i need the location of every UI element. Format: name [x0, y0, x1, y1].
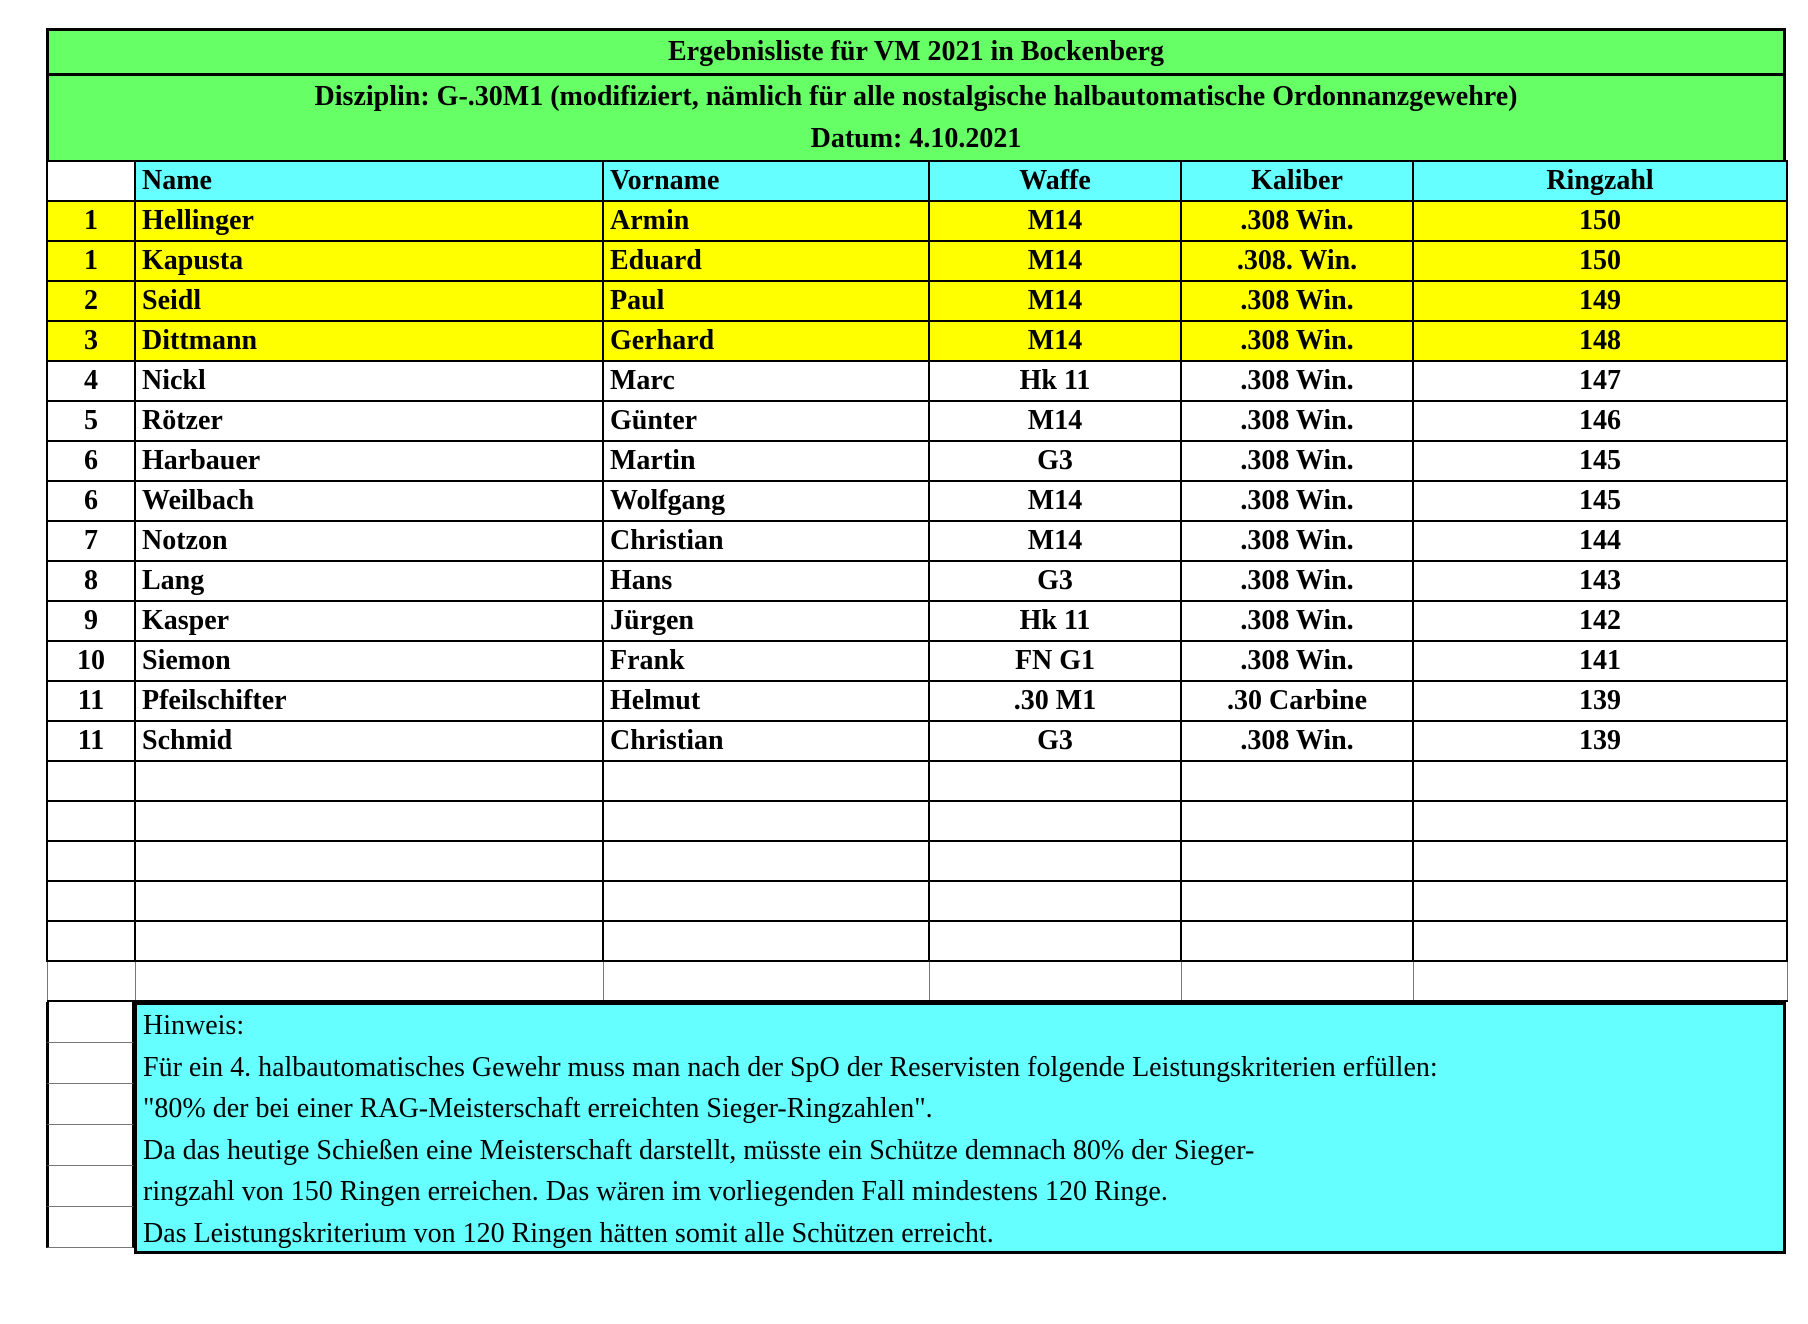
cell-name: Seidl — [135, 281, 603, 321]
empty-cell — [603, 841, 929, 881]
header-vorname: Vorname — [603, 161, 929, 201]
cell-kaliber: .308 Win. — [1181, 201, 1413, 241]
cell-ringzahl: 150 — [1413, 241, 1787, 281]
table-row — [47, 481, 1787, 521]
cell-ringzahl: 149 — [1413, 281, 1787, 321]
cell-kaliber: .308 Win. — [1181, 601, 1413, 641]
note-side-cells — [46, 1002, 134, 1254]
cell-kaliber: .308 Win. — [1181, 281, 1413, 321]
empty-cell — [1413, 881, 1787, 921]
empty-cell — [1413, 761, 1787, 801]
cell-name: Weilbach — [135, 481, 603, 521]
cell-name: Nickl — [135, 361, 603, 401]
cell-ringzahl: 139 — [1413, 681, 1787, 721]
note-line: "80% der bei einer RAG-Meisterschaft erreichten Sieger-Ringzahlen". — [143, 1093, 933, 1124]
cell-rank: 5 — [47, 401, 135, 441]
empty-cell — [47, 921, 135, 961]
cell-vorname: Gerhard — [603, 321, 929, 361]
table-row — [47, 641, 1787, 681]
empty-cell — [603, 921, 929, 961]
cell-ringzahl: 150 — [1413, 201, 1787, 241]
cell-waffe: .30 M1 — [929, 681, 1181, 721]
table-header-row — [47, 161, 1787, 201]
cell-vorname: Armin — [603, 201, 929, 241]
empty-cell — [135, 801, 603, 841]
empty-cell — [603, 761, 929, 801]
empty-cell — [135, 841, 603, 881]
empty-cell — [1181, 761, 1413, 801]
empty-cell — [603, 881, 929, 921]
cell-name: Harbauer — [135, 441, 603, 481]
cell-waffe: M14 — [929, 201, 1181, 241]
table-row — [47, 241, 1787, 281]
cell-waffe: Hk 11 — [929, 601, 1181, 641]
discipline-line: Disziplin: G-.30M1 (modifiziert, nämlich für alle nostalgische halbautomatische Ordonnanzgewehre) — [314, 81, 1518, 112]
cell-vorname: Martin — [603, 441, 929, 481]
empty-cell — [929, 881, 1181, 921]
cell-kaliber: .308 Win. — [1181, 401, 1413, 441]
empty-row — [47, 961, 1787, 1001]
sheet-subtitle — [46, 73, 1786, 160]
cell-rank: 11 — [47, 681, 135, 721]
cell-name: Dittmann — [135, 321, 603, 361]
table-row — [47, 441, 1787, 481]
empty-cell — [1413, 921, 1787, 961]
header-name: Name — [135, 161, 603, 201]
table-row — [47, 601, 1787, 641]
empty-cell — [47, 881, 135, 921]
note-box — [134, 1002, 1786, 1254]
empty-row — [47, 921, 1787, 961]
date-line: Datum: 4.10.2021 — [810, 123, 1022, 154]
cell-kaliber: .308 Win. — [1181, 721, 1413, 761]
empty-row — [47, 761, 1787, 801]
empty-cell — [1181, 801, 1413, 841]
cell-rank: 4 — [47, 361, 135, 401]
header-kaliber: Kaliber — [1181, 161, 1413, 201]
cell-rank: 1 — [47, 241, 135, 281]
cell-name: Schmid — [135, 721, 603, 761]
cell-waffe: Hk 11 — [929, 361, 1181, 401]
cell-waffe: M14 — [929, 401, 1181, 441]
cell-waffe: M14 — [929, 321, 1181, 361]
cell-ringzahl: 141 — [1413, 641, 1787, 681]
result-sheet — [46, 28, 1786, 1254]
cell-rank: 8 — [47, 561, 135, 601]
cell-waffe: FN G1 — [929, 641, 1181, 681]
empty-cell — [47, 961, 135, 1001]
cell-ringzahl: 142 — [1413, 601, 1787, 641]
cell-kaliber: .308 Win. — [1181, 481, 1413, 521]
cell-ringzahl: 143 — [1413, 561, 1787, 601]
cell-rank: 1 — [47, 201, 135, 241]
cell-name: Siemon — [135, 641, 603, 681]
empty-cell — [603, 961, 929, 1001]
empty-row — [47, 881, 1787, 921]
empty-cell — [929, 801, 1181, 841]
cell-waffe: G3 — [929, 561, 1181, 601]
cell-ringzahl: 144 — [1413, 521, 1787, 561]
note-line: Das Leistungskriterium von 120 Ringen hätten somit alle Schützen erreicht. — [143, 1217, 994, 1249]
cell-vorname: Christian — [603, 721, 929, 761]
cell-rank: 6 — [47, 481, 135, 521]
cell-rank: 9 — [47, 601, 135, 641]
empty-cell — [929, 961, 1181, 1001]
cell-vorname: Christian — [603, 521, 929, 561]
empty-cell — [47, 801, 135, 841]
cell-kaliber: .308 Win. — [1181, 441, 1413, 481]
cell-vorname: Eduard — [603, 241, 929, 281]
cell-waffe: M14 — [929, 481, 1181, 521]
header-rank — [47, 161, 135, 201]
empty-cell — [929, 921, 1181, 961]
empty-cell — [47, 761, 135, 801]
header-waffe: Waffe — [929, 161, 1181, 201]
cell-waffe: G3 — [929, 721, 1181, 761]
cell-vorname: Wolfgang — [603, 481, 929, 521]
cell-name: Rötzer — [135, 401, 603, 441]
cell-vorname: Hans — [603, 561, 929, 601]
cell-rank: 3 — [47, 321, 135, 361]
empty-cell — [929, 761, 1181, 801]
cell-waffe: M14 — [929, 521, 1181, 561]
table-row — [47, 561, 1787, 601]
cell-kaliber: .308 Win. — [1181, 321, 1413, 361]
cell-rank: 10 — [47, 641, 135, 681]
cell-kaliber: .308 Win. — [1181, 561, 1413, 601]
empty-cell — [135, 921, 603, 961]
cell-vorname: Helmut — [603, 681, 929, 721]
cell-kaliber: .308 Win. — [1181, 521, 1413, 561]
empty-row — [47, 841, 1787, 881]
cell-name: Kasper — [135, 601, 603, 641]
empty-cell — [1181, 841, 1413, 881]
cell-ringzahl: 147 — [1413, 361, 1787, 401]
cell-name: Notzon — [135, 521, 603, 561]
empty-cell — [1181, 921, 1413, 961]
empty-cell — [929, 841, 1181, 881]
cell-kaliber: .308 Win. — [1181, 361, 1413, 401]
cell-name: Hellinger — [135, 201, 603, 241]
results-table — [46, 160, 1788, 1002]
cell-ringzahl: 145 — [1413, 441, 1787, 481]
table-row — [47, 681, 1787, 721]
note-section — [46, 1002, 1786, 1254]
cell-kaliber: .308 Win. — [1181, 641, 1413, 681]
note-line: ringzahl von 150 Ringen erreichen. Das wären im vorliegenden Fall mindestens 120 Ringe. — [143, 1176, 1168, 1207]
cell-waffe: M14 — [929, 281, 1181, 321]
empty-cell — [1413, 841, 1787, 881]
cell-vorname: Jürgen — [603, 601, 929, 641]
empty-cell — [47, 841, 135, 881]
cell-rank: 7 — [47, 521, 135, 561]
empty-cell — [1181, 881, 1413, 921]
cell-rank: 6 — [47, 441, 135, 481]
cell-waffe: G3 — [929, 441, 1181, 481]
note-line: Da das heutige Schießen eine Meisterschaft darstellt, müsste ein Schütze demnach 80% der Sieger- — [143, 1134, 1255, 1166]
cell-vorname: Marc — [603, 361, 929, 401]
table-row — [47, 521, 1787, 561]
cell-kaliber: .308. Win. — [1181, 241, 1413, 281]
cell-ringzahl: 145 — [1413, 481, 1787, 521]
empty-cell — [135, 961, 603, 1001]
table-row — [47, 361, 1787, 401]
empty-cell — [135, 761, 603, 801]
table-row — [47, 321, 1787, 361]
empty-cell — [1413, 801, 1787, 841]
empty-cell — [1413, 961, 1787, 1001]
cell-vorname: Frank — [603, 641, 929, 681]
table-row — [47, 401, 1787, 441]
sheet-title: Ergebnisliste für VM 2021 in Bockenberg — [46, 28, 1786, 73]
table-row — [47, 281, 1787, 321]
cell-kaliber: .30 Carbine — [1181, 681, 1413, 721]
cell-ringzahl: 148 — [1413, 321, 1787, 361]
cell-waffe: M14 — [929, 241, 1181, 281]
cell-name: Pfeilschifter — [135, 681, 603, 721]
cell-rank: 11 — [47, 721, 135, 761]
empty-row — [47, 801, 1787, 841]
table-row — [47, 201, 1787, 241]
empty-cell — [1181, 961, 1413, 1001]
empty-cell — [135, 881, 603, 921]
note-line: Für ein 4. halbautomatisches Gewehr muss man nach der SpO der Reservisten folgende Leistungskriterien erfüllen: — [143, 1051, 1438, 1083]
cell-name: Lang — [135, 561, 603, 601]
empty-cell — [603, 801, 929, 841]
cell-vorname: Günter — [603, 401, 929, 441]
header-ringzahl: Ringzahl — [1413, 161, 1787, 201]
cell-name: Kapusta — [135, 241, 603, 281]
cell-ringzahl: 146 — [1413, 401, 1787, 441]
cell-vorname: Paul — [603, 281, 929, 321]
note-line: Hinweis: — [143, 1010, 245, 1041]
cell-rank: 2 — [47, 281, 135, 321]
cell-ringzahl: 139 — [1413, 721, 1787, 761]
table-row — [47, 721, 1787, 761]
